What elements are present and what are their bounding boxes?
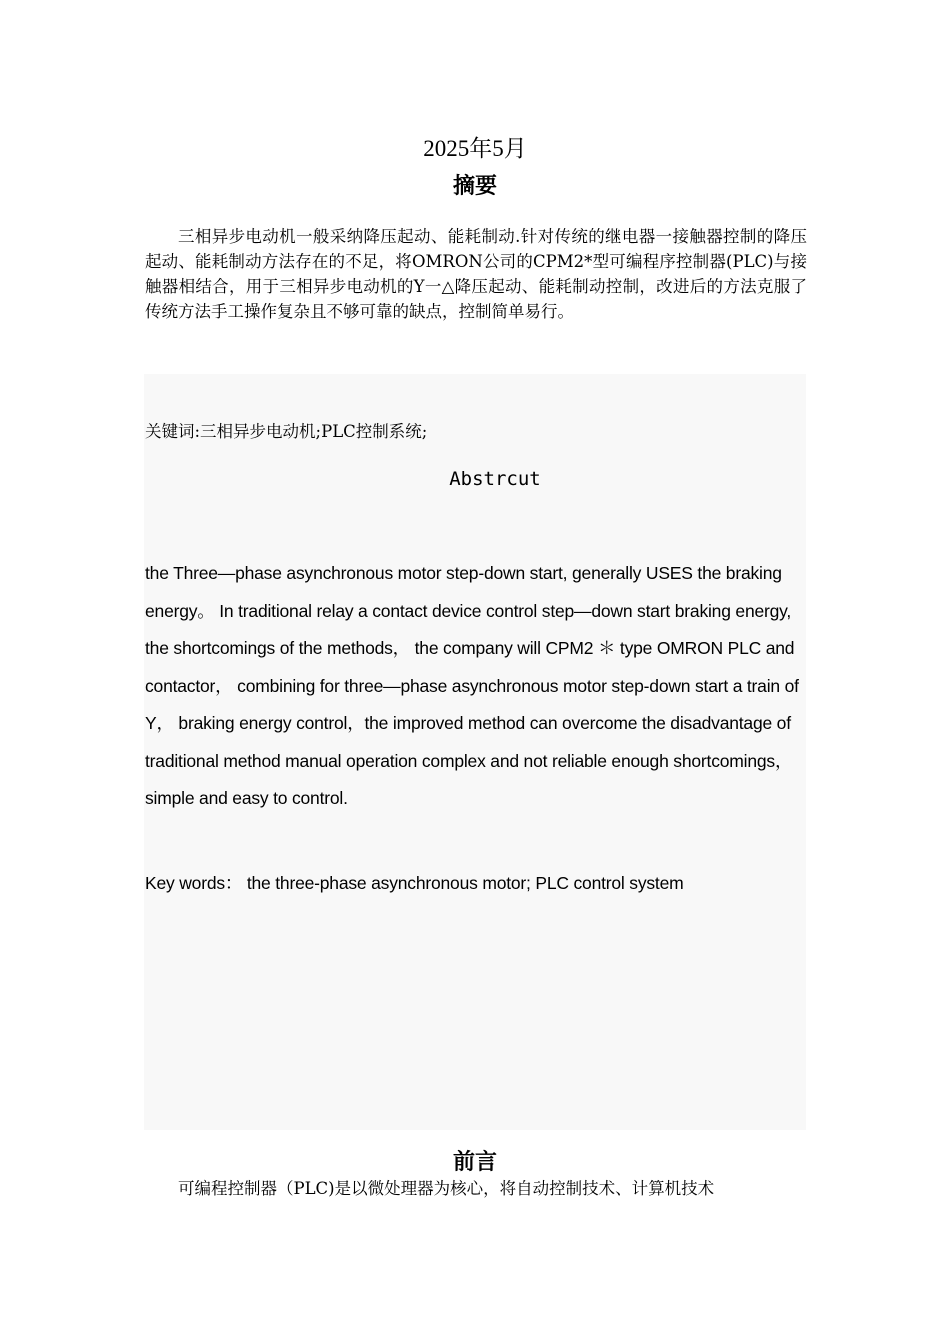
keywords-cn-label: 关键词 [145,422,195,441]
keywords-cn [145,420,807,444]
keywords-cn-value: :三相异步电动机;PLC控制系统; [194,422,428,441]
abstract-cn-body: 三相异步电动机一般采纳降压起动、能耗制动.针对传统的继电器一接触器控制的降压起动、能耗制动方法存在的不足，将OMRON公司的CPM2*型可编程序控制器(PLC)与接触器相结合，用于三相异步电动机的Y一△降压起动、能耗制动控制，改进后的方法克服了传统方法手工操作复杂且不够可靠的缺点，控制简单易行。 [145,227,807,321]
keywords-en: Key words： the three-phase asynchronous motor; PLC control system [145,873,684,893]
abstract-cn-heading: 摘要 [452,174,497,199]
abstract-en-body: the Three—phase asynchronous motor step-down start, generally USES the braking energy。 In traditional relay a contact device control step—down start braking energy, the shortcomings of the methods， the company will CPM2 ＊ type OMRON PLC and contactor， combining for three—phase asynchronous motor step-down start a train of Y， braking energy control，the improved method can overcome the disadvantage of traditional method manual operation complex and not reliable enough shortcomings， simple and easy to control. [145,563,799,808]
preface-body: 可编程控制器（PLC)是以微处理器为核心，将自动控制技术、计算机技术 [178,1179,715,1198]
preface-heading: 前言 [452,1150,497,1175]
abstract-en-heading: Abstrcut [449,468,541,490]
document-date: 2025年5月 [423,136,527,161]
